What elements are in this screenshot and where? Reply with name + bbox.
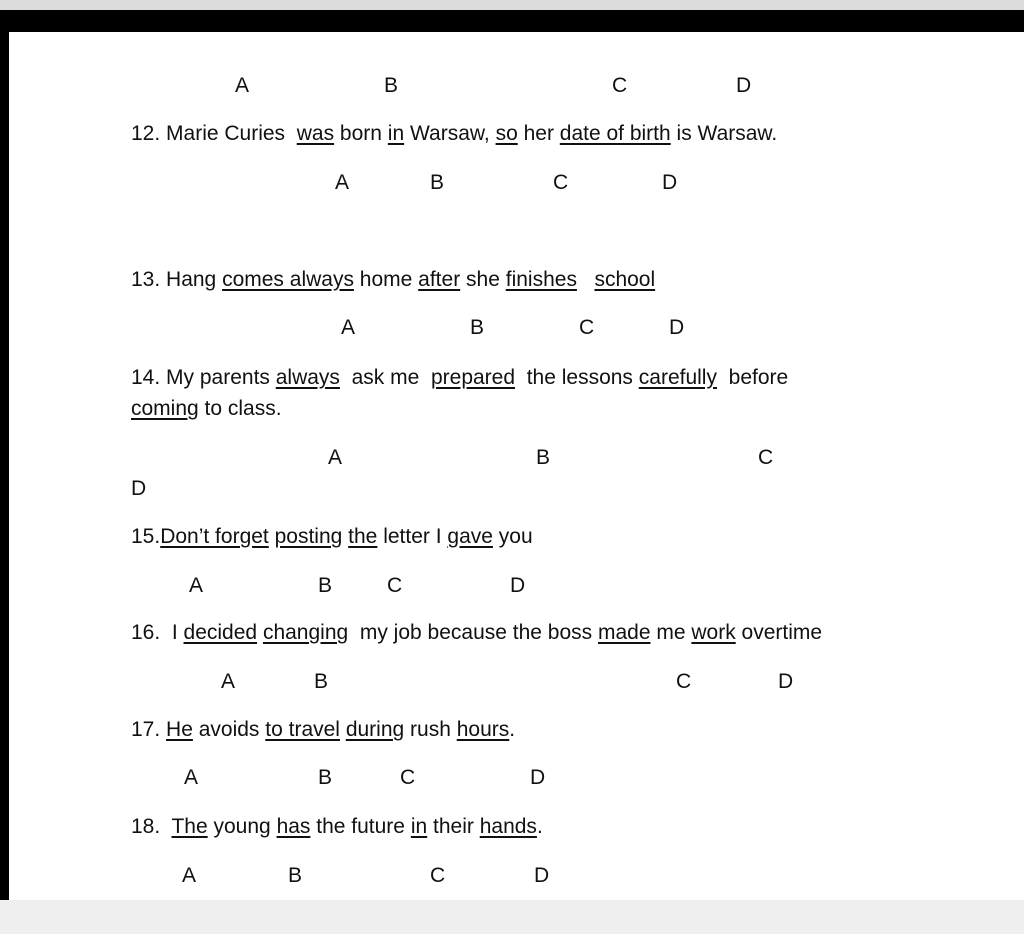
answer-label: C bbox=[430, 864, 446, 887]
answer-label: A bbox=[221, 670, 236, 693]
answer-label: B bbox=[318, 766, 333, 789]
answer-label: C bbox=[400, 766, 416, 789]
question-text: me bbox=[650, 621, 692, 644]
answer-label: B bbox=[430, 171, 445, 194]
question-text: . bbox=[536, 815, 543, 838]
question-12 bbox=[131, 121, 777, 147]
answer-label: D bbox=[669, 316, 685, 339]
answer-label: C bbox=[387, 574, 403, 597]
underlined-phrase: carefully bbox=[638, 366, 717, 389]
answer-label: B bbox=[384, 74, 399, 97]
answer-label: A bbox=[189, 574, 204, 597]
underlined-phrase: hands bbox=[479, 815, 537, 838]
question-text: ask me bbox=[339, 366, 431, 389]
question-text: . bbox=[509, 718, 516, 741]
underlined-phrase: to travel bbox=[265, 718, 340, 741]
question-text: letter I bbox=[377, 525, 448, 548]
question-text: 18. bbox=[131, 815, 172, 838]
answer-label: C bbox=[579, 316, 595, 339]
question-18 bbox=[131, 814, 543, 840]
underlined-phrase: work bbox=[691, 621, 736, 644]
underlined-phrase: decided bbox=[183, 621, 258, 644]
top-black-border bbox=[0, 10, 1024, 32]
question-text: the lessons bbox=[515, 366, 639, 389]
answer-label: D bbox=[736, 74, 752, 97]
answer-label: C bbox=[612, 74, 628, 97]
underlined-phrase: Don’t forget bbox=[160, 525, 269, 548]
answer-label: A bbox=[235, 74, 250, 97]
question-text: 13. Hang bbox=[131, 268, 223, 291]
question-13 bbox=[131, 267, 655, 293]
left-black-border bbox=[0, 10, 9, 900]
answer-label: D bbox=[662, 171, 678, 194]
answer-label: B bbox=[470, 316, 485, 339]
underlined-phrase: comes always bbox=[222, 268, 354, 291]
question-14-continued bbox=[131, 396, 282, 422]
answer-label: A bbox=[182, 864, 197, 887]
underlined-phrase: hours bbox=[456, 718, 510, 741]
underlined-phrase: was bbox=[296, 122, 335, 145]
answer-label: A bbox=[335, 171, 350, 194]
underlined-phrase: gave bbox=[447, 525, 493, 548]
underlined-phrase: He bbox=[166, 718, 193, 741]
underlined-phrase: during bbox=[345, 718, 405, 741]
question-text: 17. bbox=[131, 718, 167, 741]
answer-label: C bbox=[676, 670, 692, 693]
question-text: the future bbox=[310, 815, 411, 838]
underlined-phrase: date of birth bbox=[559, 122, 671, 145]
underlined-phrase: made bbox=[598, 621, 651, 644]
question-text: 12. Marie Curies bbox=[131, 122, 297, 145]
answer-label: D bbox=[534, 864, 550, 887]
question-text: you bbox=[492, 525, 533, 548]
underlined-phrase: so bbox=[495, 122, 518, 145]
underlined-phrase: coming bbox=[131, 397, 199, 420]
underlined-phrase: has bbox=[276, 815, 311, 838]
question-text: their bbox=[427, 815, 480, 838]
question-text: overtime bbox=[735, 621, 823, 644]
answer-label: C bbox=[758, 446, 774, 469]
underlined-phrase: in bbox=[410, 815, 428, 838]
answer-label: A bbox=[328, 446, 343, 469]
question-text bbox=[577, 268, 595, 291]
answer-label: A bbox=[341, 316, 356, 339]
underlined-phrase: always bbox=[275, 366, 340, 389]
underlined-phrase: The bbox=[171, 815, 208, 838]
answer-label: D bbox=[530, 766, 546, 789]
question-text: is Warsaw. bbox=[670, 122, 778, 145]
question-15 bbox=[131, 524, 533, 550]
answer-label: D bbox=[131, 477, 147, 500]
question-16 bbox=[131, 620, 822, 646]
question-text: born bbox=[334, 122, 388, 145]
question-text: rush bbox=[404, 718, 457, 741]
question-14 bbox=[131, 365, 788, 391]
underlined-phrase: changing bbox=[262, 621, 349, 644]
answer-label: A bbox=[184, 766, 199, 789]
question-text: my job because the boss bbox=[348, 621, 598, 644]
answer-label: D bbox=[510, 574, 526, 597]
question-text: before bbox=[716, 366, 789, 389]
question-text: to class. bbox=[198, 397, 282, 420]
answer-label: D bbox=[778, 670, 794, 693]
underlined-phrase: finishes bbox=[505, 268, 577, 291]
question-text: she bbox=[460, 268, 506, 291]
answer-label: B bbox=[314, 670, 329, 693]
underlined-phrase: the bbox=[348, 525, 378, 548]
top-gray-edge bbox=[0, 0, 1024, 10]
question-text: Warsaw, bbox=[404, 122, 496, 145]
question-text: 14. My parents bbox=[131, 366, 276, 389]
underlined-phrase: school bbox=[594, 268, 656, 291]
underlined-phrase: after bbox=[418, 268, 461, 291]
question-text: 16. I bbox=[131, 621, 184, 644]
answer-label: B bbox=[318, 574, 333, 597]
answer-label: C bbox=[553, 171, 569, 194]
answer-label: B bbox=[288, 864, 303, 887]
question-text: her bbox=[517, 122, 560, 145]
answer-label: B bbox=[536, 446, 551, 469]
question-text: avoids bbox=[192, 718, 266, 741]
underlined-phrase: in bbox=[387, 122, 405, 145]
question-text: 15. bbox=[131, 525, 161, 548]
question-text: home bbox=[353, 268, 419, 291]
underlined-phrase: prepared bbox=[430, 366, 516, 389]
underlined-phrase: posting bbox=[274, 525, 343, 548]
question-17 bbox=[131, 717, 515, 743]
question-text: young bbox=[207, 815, 277, 838]
